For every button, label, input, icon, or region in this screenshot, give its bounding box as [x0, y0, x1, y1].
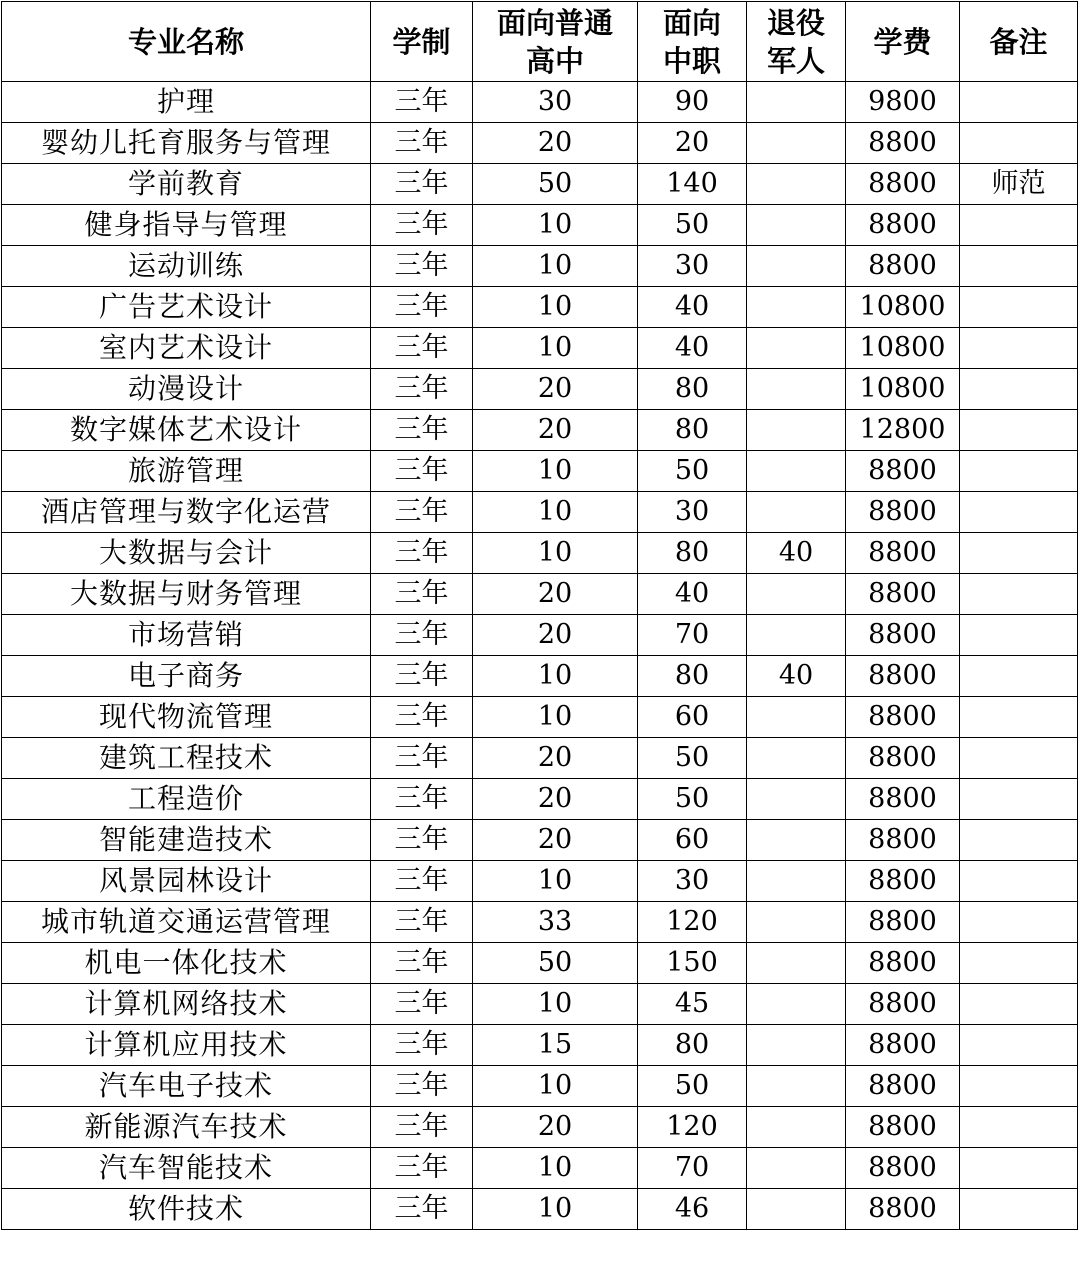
cell-high-school-quota: 10 — [473, 984, 638, 1025]
cell-veterans-quota — [747, 738, 846, 779]
cell-veterans-quota — [747, 820, 846, 861]
cell-tuition: 8800 — [846, 738, 960, 779]
cell-notes — [960, 656, 1078, 697]
cell-notes — [960, 451, 1078, 492]
cell-vocational-quota: 40 — [638, 287, 747, 328]
cell-high-school-quota: 20 — [473, 738, 638, 779]
cell-high-school-quota: 20 — [473, 779, 638, 820]
table-row — [2, 533, 1078, 574]
cell-tuition: 10800 — [846, 328, 960, 369]
cell-veterans-quota — [747, 1107, 846, 1148]
cell-vocational-quota: 80 — [638, 369, 747, 410]
cell-tuition: 8800 — [846, 656, 960, 697]
cell-notes — [960, 697, 1078, 738]
cell-veterans-quota — [747, 574, 846, 615]
cell-high-school-quota: 15 — [473, 1025, 638, 1066]
cell-high-school-quota: 20 — [473, 123, 638, 164]
cell-tuition: 8800 — [846, 1066, 960, 1107]
cell-high-school-quota: 10 — [473, 1066, 638, 1107]
cell-notes — [960, 984, 1078, 1025]
cell-duration: 三年 — [371, 984, 473, 1025]
cell-tuition: 8800 — [846, 984, 960, 1025]
cell-major-name: 健身指导与管理 — [2, 205, 371, 246]
cell-duration: 三年 — [371, 410, 473, 451]
cell-duration: 三年 — [371, 533, 473, 574]
cell-duration: 三年 — [371, 205, 473, 246]
cell-tuition: 12800 — [846, 410, 960, 451]
table-row — [2, 205, 1078, 246]
cell-vocational-quota: 40 — [638, 574, 747, 615]
cell-vocational-quota: 70 — [638, 615, 747, 656]
table-row — [2, 615, 1078, 656]
header-duration: 学制 — [371, 2, 473, 82]
table-row — [2, 164, 1078, 205]
cell-vocational-quota: 70 — [638, 1148, 747, 1189]
table-row — [2, 574, 1078, 615]
cell-major-name: 动漫设计 — [2, 369, 371, 410]
cell-duration: 三年 — [371, 1148, 473, 1189]
cell-major-name: 大数据与财务管理 — [2, 574, 371, 615]
header-vocational — [638, 2, 747, 82]
cell-tuition: 8800 — [846, 820, 960, 861]
header-high-school — [473, 2, 638, 82]
table-row — [2, 123, 1078, 164]
cell-notes — [960, 1148, 1078, 1189]
cell-veterans-quota — [747, 1025, 846, 1066]
cell-vocational-quota: 30 — [638, 861, 747, 902]
cell-vocational-quota: 80 — [638, 410, 747, 451]
cell-major-name: 汽车电子技术 — [2, 1066, 371, 1107]
header-vocational-line1: 面向 — [662, 5, 721, 40]
cell-notes — [960, 369, 1078, 410]
cell-veterans-quota — [747, 697, 846, 738]
cell-duration: 三年 — [371, 738, 473, 779]
cell-tuition: 8800 — [846, 451, 960, 492]
cell-tuition: 8800 — [846, 779, 960, 820]
cell-high-school-quota: 10 — [473, 246, 638, 287]
header-tuition: 学费 — [846, 2, 960, 82]
cell-major-name: 现代物流管理 — [2, 697, 371, 738]
cell-notes — [960, 1066, 1078, 1107]
cell-vocational-quota: 120 — [638, 1107, 747, 1148]
cell-vocational-quota: 90 — [638, 82, 747, 123]
table-row — [2, 902, 1078, 943]
table-row — [2, 1025, 1078, 1066]
cell-vocational-quota: 40 — [638, 328, 747, 369]
cell-major-name: 工程造价 — [2, 779, 371, 820]
cell-tuition: 8800 — [846, 861, 960, 902]
cell-veterans-quota — [747, 1189, 846, 1230]
cell-major-name: 电子商务 — [2, 656, 371, 697]
cell-veterans-quota — [747, 902, 846, 943]
cell-notes — [960, 287, 1078, 328]
majors-table — [1, 1, 1078, 1230]
cell-tuition: 8800 — [846, 943, 960, 984]
cell-vocational-quota: 60 — [638, 697, 747, 738]
header-veterans — [747, 2, 846, 82]
header-veterans-line1: 退役 — [766, 5, 825, 40]
cell-duration: 三年 — [371, 902, 473, 943]
cell-notes — [960, 492, 1078, 533]
cell-notes — [960, 246, 1078, 287]
cell-notes — [960, 820, 1078, 861]
table-body — [2, 82, 1078, 1230]
header-high-school-line1: 面向普通 — [496, 5, 613, 40]
cell-notes — [960, 1189, 1078, 1230]
cell-major-name: 计算机网络技术 — [2, 984, 371, 1025]
cell-veterans-quota — [747, 984, 846, 1025]
cell-major-name: 婴幼儿托育服务与管理 — [2, 123, 371, 164]
cell-high-school-quota: 33 — [473, 902, 638, 943]
cell-tuition: 8800 — [846, 574, 960, 615]
table-row — [2, 861, 1078, 902]
cell-notes — [960, 533, 1078, 574]
cell-major-name: 数字媒体艺术设计 — [2, 410, 371, 451]
cell-high-school-quota: 20 — [473, 615, 638, 656]
cell-veterans-quota — [747, 82, 846, 123]
table-row — [2, 1189, 1078, 1230]
cell-high-school-quota: 30 — [473, 82, 638, 123]
cell-notes — [960, 861, 1078, 902]
cell-duration: 三年 — [371, 1107, 473, 1148]
cell-vocational-quota: 50 — [638, 1066, 747, 1107]
cell-major-name: 智能建造技术 — [2, 820, 371, 861]
table-row — [2, 328, 1078, 369]
cell-tuition: 8800 — [846, 1189, 960, 1230]
cell-high-school-quota: 10 — [473, 1189, 638, 1230]
cell-notes — [960, 410, 1078, 451]
cell-veterans-quota — [747, 1148, 846, 1189]
cell-tuition: 8800 — [846, 123, 960, 164]
cell-tuition: 8800 — [846, 533, 960, 574]
cell-duration: 三年 — [371, 123, 473, 164]
cell-notes — [960, 615, 1078, 656]
cell-veterans-quota — [747, 943, 846, 984]
cell-high-school-quota: 10 — [473, 328, 638, 369]
cell-major-name: 大数据与会计 — [2, 533, 371, 574]
cell-duration: 三年 — [371, 451, 473, 492]
cell-veterans-quota — [747, 164, 846, 205]
cell-vocational-quota: 20 — [638, 123, 747, 164]
cell-high-school-quota: 10 — [473, 697, 638, 738]
cell-major-name: 酒店管理与数字化运营 — [2, 492, 371, 533]
cell-veterans-quota — [747, 861, 846, 902]
table-row — [2, 492, 1078, 533]
cell-vocational-quota: 50 — [638, 738, 747, 779]
cell-vocational-quota: 80 — [638, 533, 747, 574]
header-vocational-line2: 中职 — [662, 43, 721, 78]
cell-tuition: 8800 — [846, 1148, 960, 1189]
table-row — [2, 984, 1078, 1025]
cell-duration: 三年 — [371, 574, 473, 615]
table-row — [2, 1066, 1078, 1107]
cell-duration: 三年 — [371, 287, 473, 328]
cell-veterans-quota — [747, 328, 846, 369]
table-row — [2, 820, 1078, 861]
cell-major-name: 风景园林设计 — [2, 861, 371, 902]
cell-tuition: 8800 — [846, 492, 960, 533]
table-row — [2, 697, 1078, 738]
cell-vocational-quota: 140 — [638, 164, 747, 205]
table-row — [2, 410, 1078, 451]
cell-high-school-quota: 10 — [473, 861, 638, 902]
cell-vocational-quota: 30 — [638, 492, 747, 533]
table-row — [2, 1107, 1078, 1148]
header-notes: 备注 — [960, 2, 1078, 82]
cell-duration: 三年 — [371, 1066, 473, 1107]
header-row — [2, 2, 1078, 82]
cell-vocational-quota: 50 — [638, 205, 747, 246]
table-row — [2, 738, 1078, 779]
cell-high-school-quota: 10 — [473, 1148, 638, 1189]
cell-duration: 三年 — [371, 492, 473, 533]
cell-major-name: 室内艺术设计 — [2, 328, 371, 369]
cell-high-school-quota: 10 — [473, 656, 638, 697]
cell-high-school-quota: 50 — [473, 164, 638, 205]
cell-notes — [960, 779, 1078, 820]
cell-veterans-quota: 40 — [747, 533, 846, 574]
table-row — [2, 943, 1078, 984]
cell-high-school-quota: 20 — [473, 369, 638, 410]
cell-vocational-quota: 46 — [638, 1189, 747, 1230]
cell-tuition: 9800 — [846, 82, 960, 123]
cell-veterans-quota — [747, 451, 846, 492]
cell-notes: 师范 — [960, 164, 1078, 205]
cell-high-school-quota: 50 — [473, 943, 638, 984]
cell-vocational-quota: 45 — [638, 984, 747, 1025]
cell-tuition: 8800 — [846, 902, 960, 943]
cell-notes — [960, 574, 1078, 615]
table-row — [2, 779, 1078, 820]
cell-major-name: 运动训练 — [2, 246, 371, 287]
table-row — [2, 246, 1078, 287]
cell-duration: 三年 — [371, 246, 473, 287]
cell-high-school-quota: 20 — [473, 410, 638, 451]
cell-veterans-quota — [747, 287, 846, 328]
cell-duration: 三年 — [371, 697, 473, 738]
cell-veterans-quota — [747, 369, 846, 410]
cell-tuition: 8800 — [846, 1025, 960, 1066]
cell-vocational-quota: 30 — [638, 246, 747, 287]
cell-veterans-quota — [747, 779, 846, 820]
cell-major-name: 新能源汽车技术 — [2, 1107, 371, 1148]
cell-tuition: 8800 — [846, 205, 960, 246]
cell-major-name: 广告艺术设计 — [2, 287, 371, 328]
cell-major-name: 计算机应用技术 — [2, 1025, 371, 1066]
table-row — [2, 451, 1078, 492]
table-row — [2, 656, 1078, 697]
cell-major-name: 汽车智能技术 — [2, 1148, 371, 1189]
cell-duration: 三年 — [371, 943, 473, 984]
cell-vocational-quota: 50 — [638, 779, 747, 820]
cell-duration: 三年 — [371, 1189, 473, 1230]
cell-vocational-quota: 120 — [638, 902, 747, 943]
cell-duration: 三年 — [371, 861, 473, 902]
cell-notes — [960, 328, 1078, 369]
cell-vocational-quota: 50 — [638, 451, 747, 492]
cell-major-name: 城市轨道交通运营管理 — [2, 902, 371, 943]
cell-high-school-quota: 20 — [473, 574, 638, 615]
cell-tuition: 8800 — [846, 164, 960, 205]
cell-vocational-quota: 80 — [638, 656, 747, 697]
cell-veterans-quota — [747, 615, 846, 656]
cell-tuition: 10800 — [846, 287, 960, 328]
cell-duration: 三年 — [371, 1025, 473, 1066]
cell-veterans-quota — [747, 492, 846, 533]
cell-duration: 三年 — [371, 369, 473, 410]
cell-notes — [960, 205, 1078, 246]
cell-tuition: 8800 — [846, 615, 960, 656]
cell-veterans-quota: 40 — [747, 656, 846, 697]
cell-high-school-quota: 10 — [473, 287, 638, 328]
table-row — [2, 369, 1078, 410]
cell-veterans-quota — [747, 205, 846, 246]
cell-high-school-quota: 10 — [473, 533, 638, 574]
cell-tuition: 8800 — [846, 1107, 960, 1148]
cell-duration: 三年 — [371, 820, 473, 861]
cell-tuition: 8800 — [846, 246, 960, 287]
header-high-school-line2: 高中 — [525, 43, 584, 78]
cell-notes — [960, 943, 1078, 984]
cell-duration: 三年 — [371, 779, 473, 820]
cell-high-school-quota: 20 — [473, 820, 638, 861]
cell-veterans-quota — [747, 1066, 846, 1107]
cell-major-name: 旅游管理 — [2, 451, 371, 492]
cell-notes — [960, 82, 1078, 123]
cell-major-name: 市场营销 — [2, 615, 371, 656]
cell-notes — [960, 1025, 1078, 1066]
table-row — [2, 1148, 1078, 1189]
cell-notes — [960, 902, 1078, 943]
cell-veterans-quota — [747, 410, 846, 451]
cell-notes — [960, 1107, 1078, 1148]
header-veterans-line2: 军人 — [766, 43, 825, 78]
cell-vocational-quota: 80 — [638, 1025, 747, 1066]
cell-veterans-quota — [747, 123, 846, 164]
cell-high-school-quota: 10 — [473, 205, 638, 246]
cell-vocational-quota: 60 — [638, 820, 747, 861]
cell-duration: 三年 — [371, 656, 473, 697]
cell-tuition: 8800 — [846, 697, 960, 738]
cell-duration: 三年 — [371, 615, 473, 656]
cell-high-school-quota: 10 — [473, 451, 638, 492]
header-major-name: 专业名称 — [2, 2, 371, 82]
cell-major-name: 护理 — [2, 82, 371, 123]
cell-major-name: 软件技术 — [2, 1189, 371, 1230]
cell-notes — [960, 123, 1078, 164]
cell-notes — [960, 738, 1078, 779]
cell-tuition: 10800 — [846, 369, 960, 410]
table-row — [2, 82, 1078, 123]
cell-duration: 三年 — [371, 164, 473, 205]
cell-high-school-quota: 10 — [473, 492, 638, 533]
cell-duration: 三年 — [371, 82, 473, 123]
cell-veterans-quota — [747, 246, 846, 287]
cell-major-name: 建筑工程技术 — [2, 738, 371, 779]
cell-duration: 三年 — [371, 328, 473, 369]
cell-high-school-quota: 20 — [473, 1107, 638, 1148]
cell-major-name: 机电一体化技术 — [2, 943, 371, 984]
cell-major-name: 学前教育 — [2, 164, 371, 205]
table-row — [2, 287, 1078, 328]
cell-vocational-quota: 150 — [638, 943, 747, 984]
